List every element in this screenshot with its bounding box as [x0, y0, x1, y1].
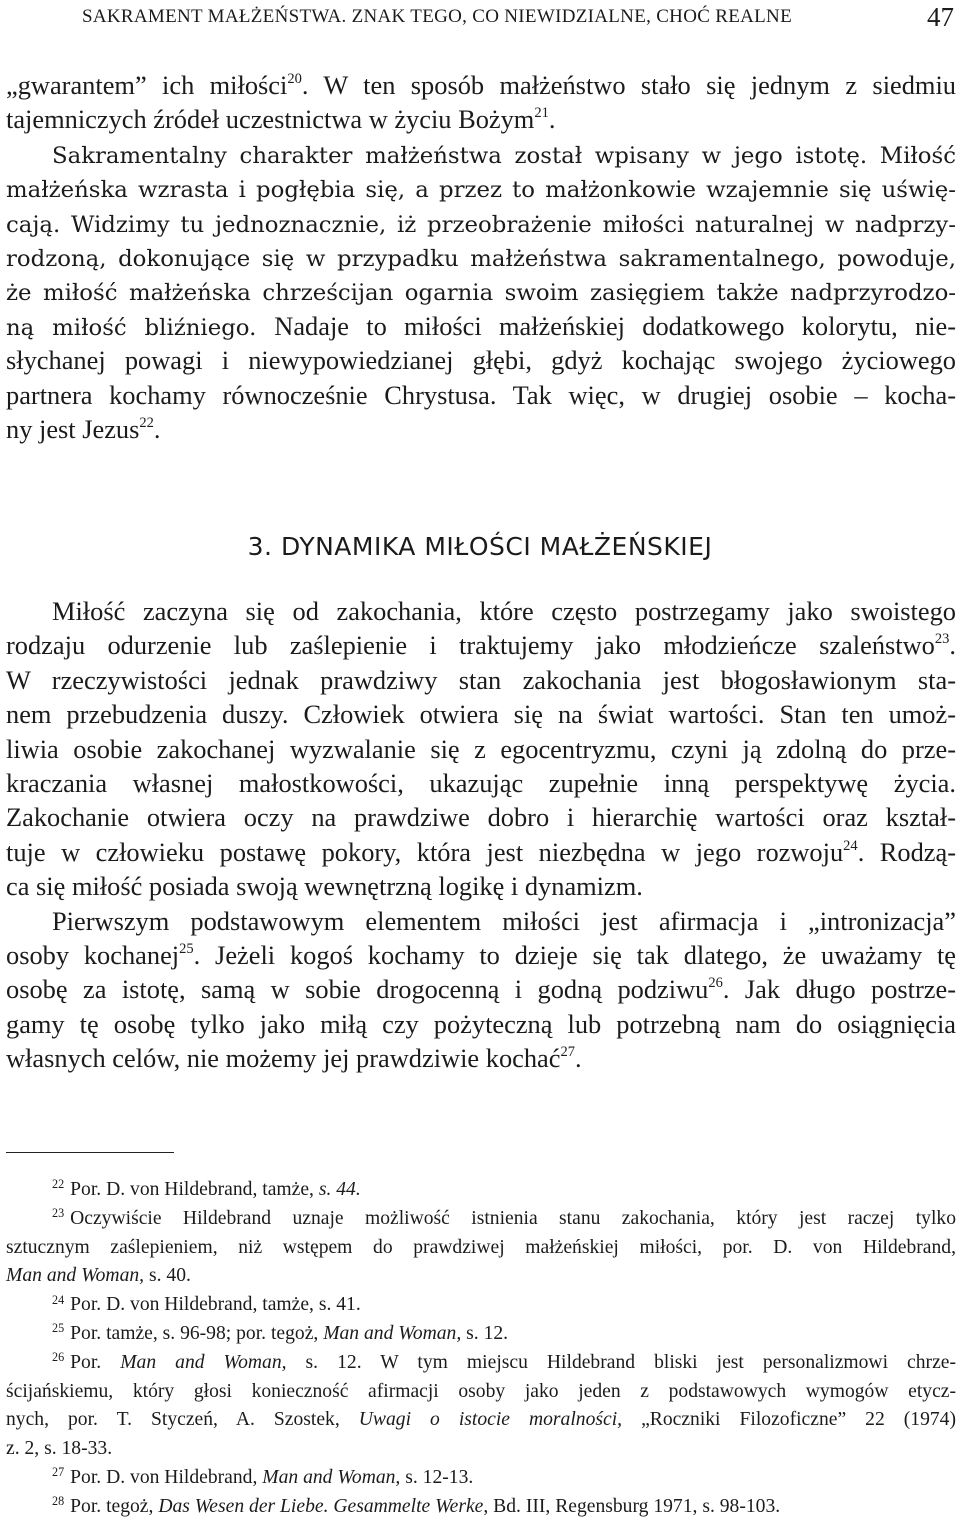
text-run: Nadaje to miłości małżeńskiej dodatkowego kolorytu, nie- — [274, 310, 956, 341]
footnote — [6, 1349, 956, 1464]
running-head: SAKRAMENT MAŁŻEŃSTWA. ZNAK TEGO, CO NIEWIDZIALNE, CHOĆ REALNE — [82, 6, 792, 27]
footnote-ref: 20 — [287, 71, 302, 88]
text-run: . Rodzą- — [857, 836, 957, 867]
text-run: . — [949, 630, 956, 661]
footnote-ref: 24 — [843, 837, 858, 854]
text-line — [6, 663, 956, 697]
text-run: W rzeczywistości jednak prawdziwy stan zakochania jest błogosławionym sta- — [6, 664, 956, 695]
text-run: . — [153, 413, 161, 444]
page-header — [82, 2, 958, 38]
text-line — [6, 904, 956, 938]
section-3-paragraphs — [6, 594, 956, 1075]
text-run: osobę za istotę, samą w sobie drogocenną i godną podziwu — [6, 974, 709, 1005]
text-line — [6, 835, 956, 869]
text-line — [6, 68, 956, 102]
footnote-number: 27 — [52, 1465, 65, 1480]
text-line — [6, 343, 956, 377]
text-run: tajemniczych źródeł uczestnictwa w życiu Bożym — [6, 104, 535, 135]
footnote-ref: 25 — [179, 941, 194, 958]
text-run: s. 40. — [144, 1265, 191, 1287]
footnote — [6, 1291, 956, 1320]
text-run: Por. tamże, s. 96-98; por. tegoż, — [70, 1322, 324, 1344]
footnotes — [6, 1176, 956, 1522]
text-line — [6, 628, 956, 662]
text-line — [6, 1041, 956, 1075]
text-run: cają. Widzimy tu jednoznacznie, iż przeobrażenie miłości naturalnej w nadprzy- — [6, 211, 956, 238]
footnote-line — [6, 1349, 956, 1378]
footnote-ref: 27 — [560, 1044, 575, 1061]
text-line — [6, 171, 956, 205]
text-line — [6, 309, 956, 343]
text-run: Por. D. von Hildebrand, tamże, s. 41. — [70, 1294, 361, 1316]
text-run: . — [575, 1043, 582, 1074]
italic-text: s. 44. — [318, 1179, 361, 1200]
text-run: „Roczniki Filozoficzne” 22 (1974) — [622, 1409, 956, 1431]
text-run: liwia osobie zakochanej wyzwalanie się z egocentryzmu, czyni ją zdolną do prze- — [6, 733, 956, 764]
text-run: małżeńska wzrasta i pogłębia się, a przez to małżonkowie wzajemnie się uświę- — [6, 177, 956, 204]
footnote-line — [6, 1176, 956, 1205]
paragraph — [6, 904, 956, 1076]
footnote-ref: 26 — [708, 975, 723, 992]
text-run: Miłość zaczyna się od zakochania, które często postrzegamy jako swoistego — [52, 596, 956, 626]
text-line — [6, 594, 956, 628]
text-line — [6, 766, 956, 800]
paragraph — [6, 594, 956, 904]
text-run: partnera kochamy równocześnie Chrystusa. Tak więc, w drugiej osobie – kocha- — [6, 379, 956, 410]
footnote-ref: 23 — [934, 631, 950, 648]
italic-text: Man and Woman, — [323, 1322, 462, 1344]
text-line — [6, 938, 956, 972]
text-run: „gwarantem” ich miłości — [6, 70, 288, 100]
text-line — [6, 206, 956, 240]
text-run: ca się miłość posiada swoją wewnętrzną logikę i dynamizm. — [6, 871, 643, 902]
text-run: Por. — [70, 1351, 121, 1373]
footnote-number: 23 — [52, 1206, 65, 1221]
italic-text: Uwagi o istocie moralności, — [358, 1409, 623, 1431]
text-run: ny jest Jezus — [6, 413, 140, 444]
footnote-number: 28 — [52, 1494, 65, 1509]
text-line — [6, 274, 956, 308]
text-line — [6, 800, 956, 834]
footnote-line — [6, 1378, 956, 1407]
section-heading: 3. DYNAMIKA MIŁOŚCI MAŁŻEŃSKIEJ — [247, 532, 713, 561]
footnote-ref: 22 — [139, 415, 154, 432]
text-run: s. 12. W tym miejscu Hildebrand bliski jest personalizmowi chrze- — [286, 1351, 956, 1373]
text-line — [6, 1007, 956, 1041]
text-run: ną miłość bliźniego. — [6, 314, 275, 341]
text-line — [6, 972, 956, 1006]
page-number: 47 — [927, 2, 954, 32]
footnote-separator — [6, 1152, 174, 1153]
footnote-line — [6, 1234, 956, 1263]
text-run: Sakramentalny charakter małżeństwa został wpisany w jego istotę. Miłość — [52, 142, 956, 169]
footnote-line — [6, 1262, 956, 1291]
text-run: osoby kochanej — [6, 939, 180, 970]
text-run: ścijańskiemu, który głosi konieczność afirmacji osoby jako jeden z podstawowych wymogów etycz- — [6, 1380, 956, 1402]
text-line — [6, 412, 956, 446]
footnote-line — [6, 1406, 956, 1435]
text-line — [6, 137, 956, 171]
footnote-number: 22 — [52, 1177, 65, 1192]
italic-text: Das Wesen der Liebe. Gesammelte Werke — [158, 1495, 484, 1517]
text-run: sztucznym zaślepieniem, niż wstępem do prawdziwej małżeńskiej miłości, por. D. von Hildebrand, — [6, 1236, 956, 1258]
footnote-ref: 21 — [534, 105, 549, 122]
text-run: . Jeżeli kogoś kochamy to dzieje się tak dlatego, że uważamy tę — [193, 939, 957, 970]
footnote — [6, 1176, 956, 1205]
text-run: tuje w człowieku postawę pokory, która jest niezbędna w jego rozwoju — [6, 836, 844, 867]
text-line — [6, 732, 956, 766]
text-run: s. 12-13. — [400, 1466, 474, 1488]
text-run: Pierwszym podstawowym elementem miłości jest afirmacja i „intronizacja” — [52, 905, 956, 936]
text-line — [6, 869, 956, 903]
footnote-number: 26 — [52, 1350, 65, 1365]
text-run: słychanej powagi i niewypowiedzianej głębi, gdyż kochając swojego życiowego — [6, 345, 956, 376]
text-line — [6, 378, 956, 412]
text-run: Por. D. von Hildebrand, — [70, 1466, 263, 1488]
text-run: Oczywiście Hildebrand uznaje możliwość istnienia stanu zakochania, który jest raczej tylko — [70, 1207, 956, 1229]
footnote-line — [6, 1435, 956, 1464]
text-run: Por. D. von Hildebrand, tamże, — [70, 1179, 319, 1200]
intro-paragraphs — [6, 68, 956, 446]
footnote-line — [6, 1205, 956, 1234]
footnote-line — [6, 1291, 956, 1320]
footnote — [6, 1464, 956, 1493]
text-run: s. 12. — [461, 1322, 509, 1344]
italic-text: Man and Woman, — [120, 1351, 287, 1373]
footnote-line — [6, 1493, 956, 1522]
text-run: . W ten sposób małżeństwo stało się jednym z siedmiu — [301, 70, 956, 100]
text-run: . — [548, 104, 556, 135]
text-run: , Bd. III, Regensburg 1971, s. 98-103. — [483, 1495, 781, 1517]
footnote-line — [6, 1464, 956, 1493]
paragraph — [6, 137, 956, 447]
footnote — [6, 1205, 956, 1291]
footnote-number: 24 — [52, 1292, 65, 1307]
text-line — [6, 102, 956, 136]
paragraph — [6, 68, 956, 137]
footnote-number: 25 — [52, 1321, 65, 1336]
text-run: gamy tę osobę tylko jako miłą czy pożyteczną lub potrzebną nam do osiągnięcia — [6, 1008, 956, 1039]
footnote — [6, 1493, 956, 1522]
text-run: że miłość małżeńska chrześcijan ogarnia swoim zasięgiem także nadprzyrodzo- — [6, 280, 956, 307]
text-run: nych, por. T. Styczeń, A. Szostek, — [6, 1409, 359, 1431]
text-run: Zakochanie otwiera oczy na prawdziwe dobro i hierarchię wartości oraz kształ- — [6, 802, 956, 833]
footnote — [6, 1320, 956, 1349]
footnote-line — [6, 1320, 956, 1349]
text-run: rodzoną, dokonujące się w przypadku małżeństwa sakramentalnego, powoduje, — [6, 245, 956, 272]
text-run: rodzaju odurzenie lub zaślepienie i traktujemy jako młodzieńcze szaleństwo — [6, 630, 935, 661]
text-line — [6, 240, 956, 274]
text-run: z. 2, s. 18-33. — [6, 1438, 113, 1460]
text-line — [6, 697, 956, 731]
italic-text: Man and Woman, — [6, 1265, 145, 1287]
text-run: . Jak długo postrze- — [722, 974, 956, 1005]
text-run: Por. tegoż, — [70, 1495, 159, 1517]
text-run: kraczania własnej małostkowości, ukazując zupełnie inną perspektywę życia. — [6, 767, 956, 798]
text-run: nem przebudzenia duszy. Człowiek otwiera się na świat wartości. Stan ten umoż- — [6, 699, 956, 730]
italic-text: Man and Woman, — [262, 1466, 401, 1488]
text-run: własnych celów, nie możemy jej prawdziwie kochać — [6, 1043, 561, 1074]
